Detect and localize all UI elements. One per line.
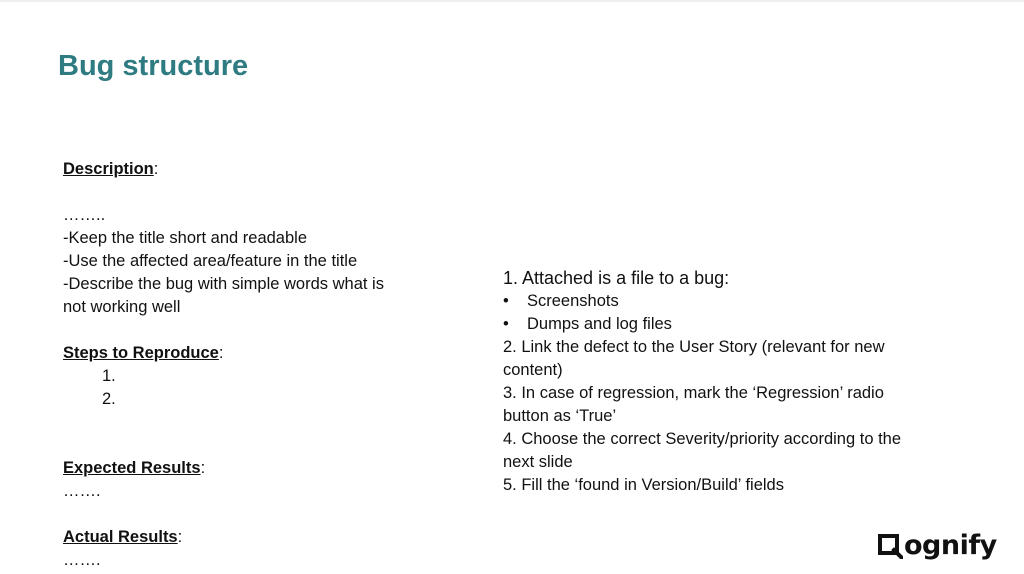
guideline-line: 2. Link the defect to the User Story (relevant for new: [503, 338, 885, 356]
guideline-line: button as ‘True’: [503, 407, 617, 425]
step-item: 2.: [102, 390, 116, 408]
q-logo-icon: [877, 533, 903, 559]
steps-label: Steps to Reproduce: [63, 344, 219, 362]
description-heading: [63, 158, 423, 181]
actual-value: …….: [63, 551, 101, 569]
guideline-line: 5. Fill the ‘found in Version/Build’ fields: [503, 476, 784, 494]
slide-title: Bug structure: [58, 50, 249, 82]
actual-label: Actual Results: [63, 528, 178, 546]
spacer: [63, 319, 423, 342]
sub-bullet-text: Dumps and log files: [527, 315, 672, 333]
actual-heading: [63, 526, 423, 549]
description-line: not working well: [63, 298, 181, 316]
expected-value: …….: [63, 482, 101, 500]
actual-colon: :: [177, 528, 183, 546]
guideline-line: 1. Attached is a file to a bug:: [503, 268, 730, 288]
expected-colon: :: [200, 459, 206, 477]
sub-bullet-text: Screenshots: [527, 292, 619, 310]
spacer: [63, 411, 423, 434]
description-colon: :: [153, 160, 159, 178]
steps-heading: [63, 342, 423, 365]
guideline-line: 3. In case of regression, mark the ‘Regression’ radio: [503, 384, 884, 402]
spacer: [63, 503, 423, 526]
guidelines-column: [503, 267, 963, 497]
qognify-logo: [877, 526, 997, 566]
description-ellipsis: ……..: [63, 206, 106, 224]
spacer: [63, 181, 423, 204]
description-line: -Use the affected area/feature in the title: [63, 252, 358, 270]
bullet-icon: •: [503, 315, 509, 333]
description-line: -Keep the title short and readable: [63, 229, 307, 247]
bullet-icon: •: [503, 292, 509, 310]
bug-template-column: [63, 158, 423, 572]
step-item: 1.: [102, 367, 116, 385]
logo-text: ognify: [904, 530, 997, 561]
expected-heading: [63, 457, 423, 480]
top-divider: [0, 0, 1024, 2]
sub-bullet: [503, 313, 963, 336]
description-label: Description: [63, 160, 154, 178]
description-line: -Describe the bug with simple words what is: [63, 275, 384, 293]
expected-label: Expected Results: [63, 459, 201, 477]
steps-colon: :: [218, 344, 224, 362]
guideline-line: 4. Choose the correct Severity/priority according to the: [503, 430, 902, 448]
guideline-line: next slide: [503, 453, 573, 471]
sub-bullet: [503, 290, 963, 313]
guideline-line: content): [503, 361, 563, 379]
spacer: [63, 434, 423, 457]
